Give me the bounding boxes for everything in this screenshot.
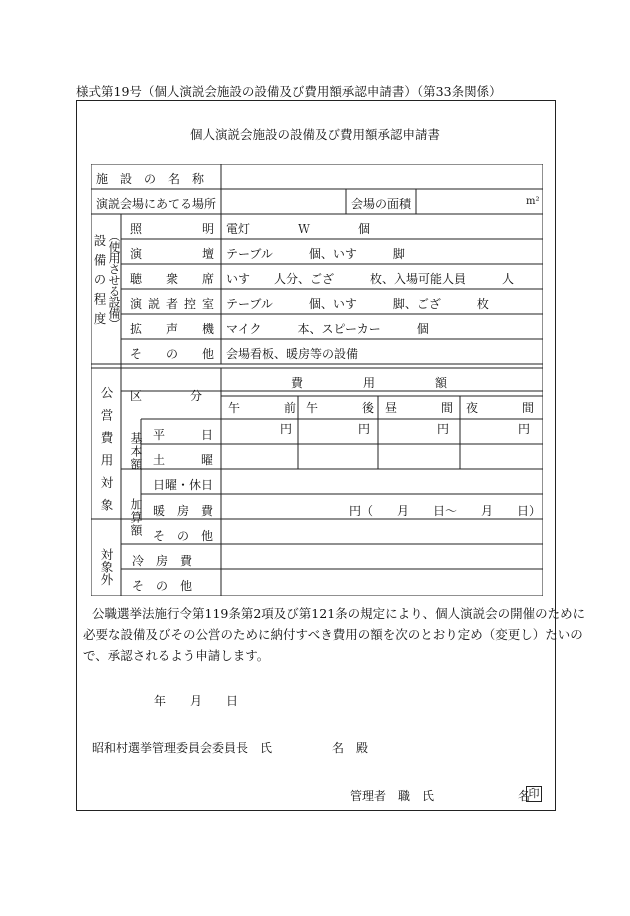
cooling-cost-label: 冷 房 費 bbox=[132, 554, 193, 568]
basic-row-label-0: 平 日 bbox=[153, 428, 213, 442]
additional-amount-label: 加算額 bbox=[129, 498, 143, 537]
equipment-label-5: そ の 他 bbox=[130, 347, 214, 361]
period-header-0: 午 前 bbox=[228, 401, 296, 415]
basic-row-label-1: 土 曜 bbox=[153, 453, 213, 467]
application-date: 年 月 日 bbox=[154, 694, 239, 708]
equipment-label-2: 聴 衆 席 bbox=[130, 272, 214, 286]
venue-area-label: 会場の面積 bbox=[351, 197, 412, 211]
form-title: 個人演説会施設の設備及び費用額承認申請書 bbox=[189, 127, 440, 142]
additional-other-label: そ の 他 bbox=[153, 529, 214, 543]
period-header-1: 午 後 bbox=[306, 401, 374, 415]
equipment-value-3: テーブル 個、いす 脚、ござ 枚 bbox=[226, 297, 489, 311]
statement-line-2: 必要な設備及びその公営のために納付すべき費用の額を次のとおり定め（変更し）たいの bbox=[83, 627, 583, 642]
yen-unit-2: 円 bbox=[437, 422, 450, 436]
equipment-label-1: 演 壇 bbox=[130, 247, 214, 261]
form-number-header: 様式第19号（個人演説会施設の設備及び費用額承認申請書）（第33条関係） bbox=[76, 84, 502, 99]
statement-line-1: 公職選挙法施行令第119条第2項及び第121条の規定により、個人演説会の開催のために bbox=[92, 606, 586, 621]
facility-name-value[interactable] bbox=[224, 166, 542, 188]
equipment-value-2: いす 人分、ござ 枚、入場可能人員 人 bbox=[226, 272, 515, 286]
seal-box: 印 bbox=[526, 786, 542, 802]
non-public-label: 対象外 bbox=[99, 548, 114, 586]
equipment-label-0: 照 明 bbox=[130, 222, 214, 236]
equipment-value-1: テーブル 個、いす 脚 bbox=[226, 247, 405, 261]
period-header-2: 昼 間 bbox=[385, 401, 453, 415]
equipment-value-4: マイク 本、スピーカー 個 bbox=[226, 322, 429, 336]
venue-place-label: 演説会場にあてる場所 bbox=[96, 197, 217, 211]
equipment-label-4: 拡 声 機 bbox=[130, 322, 214, 336]
basic-amount-label: 基本額 bbox=[129, 432, 143, 471]
applicant-line: 管理者 職 氏 名 bbox=[350, 789, 531, 803]
heating-cost-value: 円（ 月 日～ 月 日） bbox=[349, 504, 542, 518]
facility-name-label: 施 設 の 名 称 bbox=[96, 172, 205, 186]
addressee-line: 昭和村選挙管理委員会委員長 氏 名 殿 bbox=[92, 741, 369, 755]
equipment-level-label: 設備の程度 bbox=[92, 234, 107, 332]
basic-row-label-2: 日曜・休日 bbox=[153, 478, 214, 492]
equipment-label-3: 演説者控室 bbox=[130, 297, 214, 311]
public-cost-label: 公営費用対象 bbox=[99, 386, 114, 521]
period-header-3: 夜 間 bbox=[466, 401, 534, 415]
cost-amount-label: 費 用 額 bbox=[291, 376, 448, 390]
yen-unit-3: 円 bbox=[518, 422, 531, 436]
equipment-value-0: 電灯 Ｗ 個 bbox=[226, 222, 371, 236]
equipment-used-label: （使用させる設備） bbox=[107, 230, 121, 329]
yen-unit-1: 円 bbox=[358, 422, 371, 436]
heating-cost-label: 暖 房 費 bbox=[153, 504, 214, 518]
non-public-other-label: そ の 他 bbox=[132, 579, 193, 593]
yen-unit-0: 円 bbox=[280, 422, 293, 436]
statement-line-3: で、承認されるよう申請します。 bbox=[83, 648, 270, 663]
cost-category-label: 区 分 bbox=[130, 389, 203, 403]
venue-area-unit: m² bbox=[526, 196, 540, 207]
equipment-value-5: 会場看板、暖房等の設備 bbox=[226, 347, 359, 361]
